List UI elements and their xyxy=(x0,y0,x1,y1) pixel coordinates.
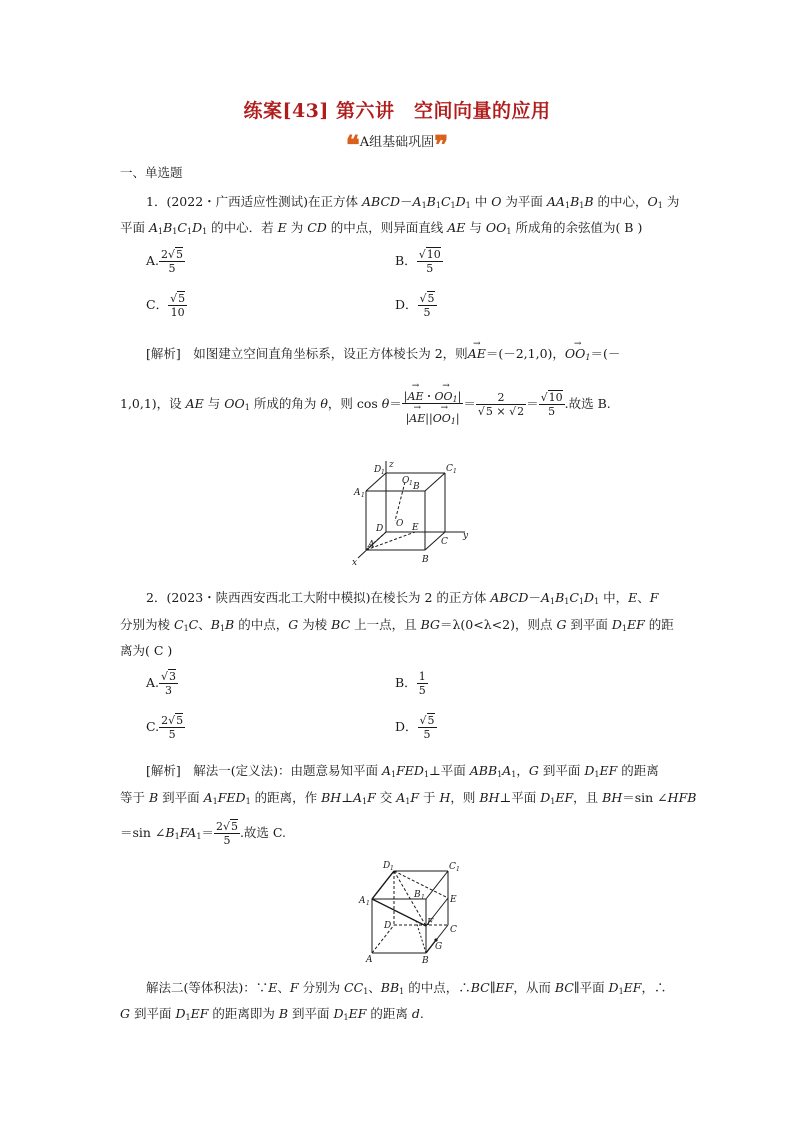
fig1-label: O xyxy=(396,519,404,529)
fig1-label: x xyxy=(352,558,358,568)
q2-solution-line2: 等于 B 到平面 $A_1FED_1$ 的距离，作 $BH\perp A_1F$ 交 $A_1F$ 于 H，则 BH⊥平面 $D_1EF$，且 BH＝sin ∠HFB xyxy=(120,790,697,806)
q1-stem-line2: 平面 $A_1B_1C_1D_1$ 的中心．若 E 为 CD 的中点，则异面直线 AE 与 $OO_1$ 所成角的余弦值为( B ) xyxy=(120,220,643,236)
fig1-label: 1 xyxy=(453,468,457,475)
edge-b1c1 xyxy=(425,473,445,491)
q1-option-b: B． $\frac{√10}{5}$ xyxy=(395,248,441,275)
segment-oo1 xyxy=(395,482,405,521)
fig2-label: A xyxy=(366,955,373,965)
q2-option-b: B． $\frac{1}{5}$ xyxy=(395,670,426,697)
figure-2-cube xyxy=(350,855,470,965)
q2-stem-line3: 离为( C ) xyxy=(120,643,173,658)
fig1-label: 1 xyxy=(361,492,365,499)
fig2-label: 1 xyxy=(366,900,370,907)
fig1-label: C xyxy=(446,464,453,474)
q1-option-d: D． $\frac{√5}{5}$ xyxy=(395,292,435,319)
q1-option-c: C． $\frac{√5}{10}$ xyxy=(146,292,186,319)
fig2-label: 1 xyxy=(421,894,425,901)
fig1-label: A xyxy=(354,488,361,498)
quote-close-icon: ❞ xyxy=(434,131,449,161)
section-heading: 一、单选题 xyxy=(120,165,183,180)
fig2-label: F xyxy=(427,918,434,928)
q2-solution-line3: ＝sin $\angle B_1FA_1=$ $\frac{2√5}{5}$ .故选 C. xyxy=(120,820,286,847)
fig1-label: D xyxy=(374,465,382,475)
quote-open-icon: ❝ xyxy=(345,131,360,161)
fig2-label: A xyxy=(359,896,366,906)
fig1-label: B xyxy=(422,555,429,565)
figure-1-cube-coordinate xyxy=(340,455,475,570)
q1-solution-line1: [解析] 如图建立空间直角坐标系，设正方体棱长为 2，则→ AE＝(－2,1,0)，→ $OO_1=(-$ xyxy=(146,346,620,362)
fig1-label: y xyxy=(463,531,469,541)
fig1-label: 1 xyxy=(381,469,385,476)
group-label-row xyxy=(0,131,794,161)
q2-option-a: A. $\frac{√3}{3}$ xyxy=(146,670,177,697)
fig1-label: O xyxy=(402,476,410,486)
fig2-label: D xyxy=(384,921,392,931)
fig2-label: D xyxy=(383,861,391,871)
fig2-label: B xyxy=(414,890,421,900)
q1-solution-line2: 1,0,1)，设 AE 与 $OO_1$ 所成的角为 θ，则 cos θ＝ $\frac{|\to AE・\to OO_1|}{|\to AE||\to OO_1|}$ ＝ $\frac{2}{√5 \times √2}$ ＝ $\frac{√10}{5}$ .故选 B. xyxy=(120,384,611,425)
fig2-label: C xyxy=(449,862,456,872)
group-label: A组基础巩固 xyxy=(359,135,435,150)
page-title: 练案[43] 第六讲 空间向量的应用 xyxy=(243,100,551,122)
fig2-label: B xyxy=(422,956,429,965)
fig2-label: E xyxy=(450,895,457,905)
fig1-label: E xyxy=(412,523,419,533)
q1-option-a: A. $\frac{2√5}{5}$ xyxy=(146,248,184,275)
fig1-label: D xyxy=(376,524,384,534)
q2-stem-line1: 2．(2023・陕西西安西北工大附中模拟)在棱长为 2 的正方体 $ABCD-A_1B_1C_1D_1$ 中，E、F xyxy=(146,590,659,606)
fig2-label: C xyxy=(450,925,457,935)
fig1-label: A xyxy=(368,540,375,550)
fig2-label: 1 xyxy=(456,866,460,873)
q2-solution-line1: [解析] 解法一(定义法)：由题意易知平面 $A_1FED_1\perp$平面 $ABB_1A_1$，G 到平面 $D_1EF$ 的距离 xyxy=(146,763,659,779)
fig1-label: B xyxy=(413,482,420,492)
q2-stem-line2: 分别为棱 $C_1C$、$B_1B$ 的中点，G 为棱 BC 上一点，且 BG＝λ(0<λ<2)，则点 G 到平面 $D_1EF$ 的距 xyxy=(120,617,674,633)
q2-alt-line2: G 到平面 $D_1EF$ 的距离即为 B 到平面 $D_1EF$ 的距离 d. xyxy=(120,1006,424,1022)
fig2-label: G xyxy=(435,942,443,952)
q2-alt-line1: 解法二(等体积法)：∵E、F 分别为 $CC_1$、$BB_1$ 的中点，∴BC∥EF，从而 BC∥平面 $D_1EF$，∴ xyxy=(146,980,667,996)
q2-option-c: C. $\frac{2√5}{5}$ xyxy=(146,714,184,741)
fig1-label: C xyxy=(441,537,448,547)
edge-b1c1 xyxy=(426,871,448,899)
fig2-label: 1 xyxy=(390,865,394,872)
q2-option-d: D． $\frac{√5}{5}$ xyxy=(395,714,435,741)
segment-d1a1 xyxy=(372,871,394,899)
fig1-label: z xyxy=(389,460,394,470)
fig1-label: 1 xyxy=(409,480,413,487)
q1-stem-line1: 1．(2022・广西适应性测试)在正方体 $ABCD-A_1B_1C_1D_1$ 中 O 为平面 $AA_1B_1B$ 的中心，$O_1$ 为 xyxy=(146,194,680,210)
